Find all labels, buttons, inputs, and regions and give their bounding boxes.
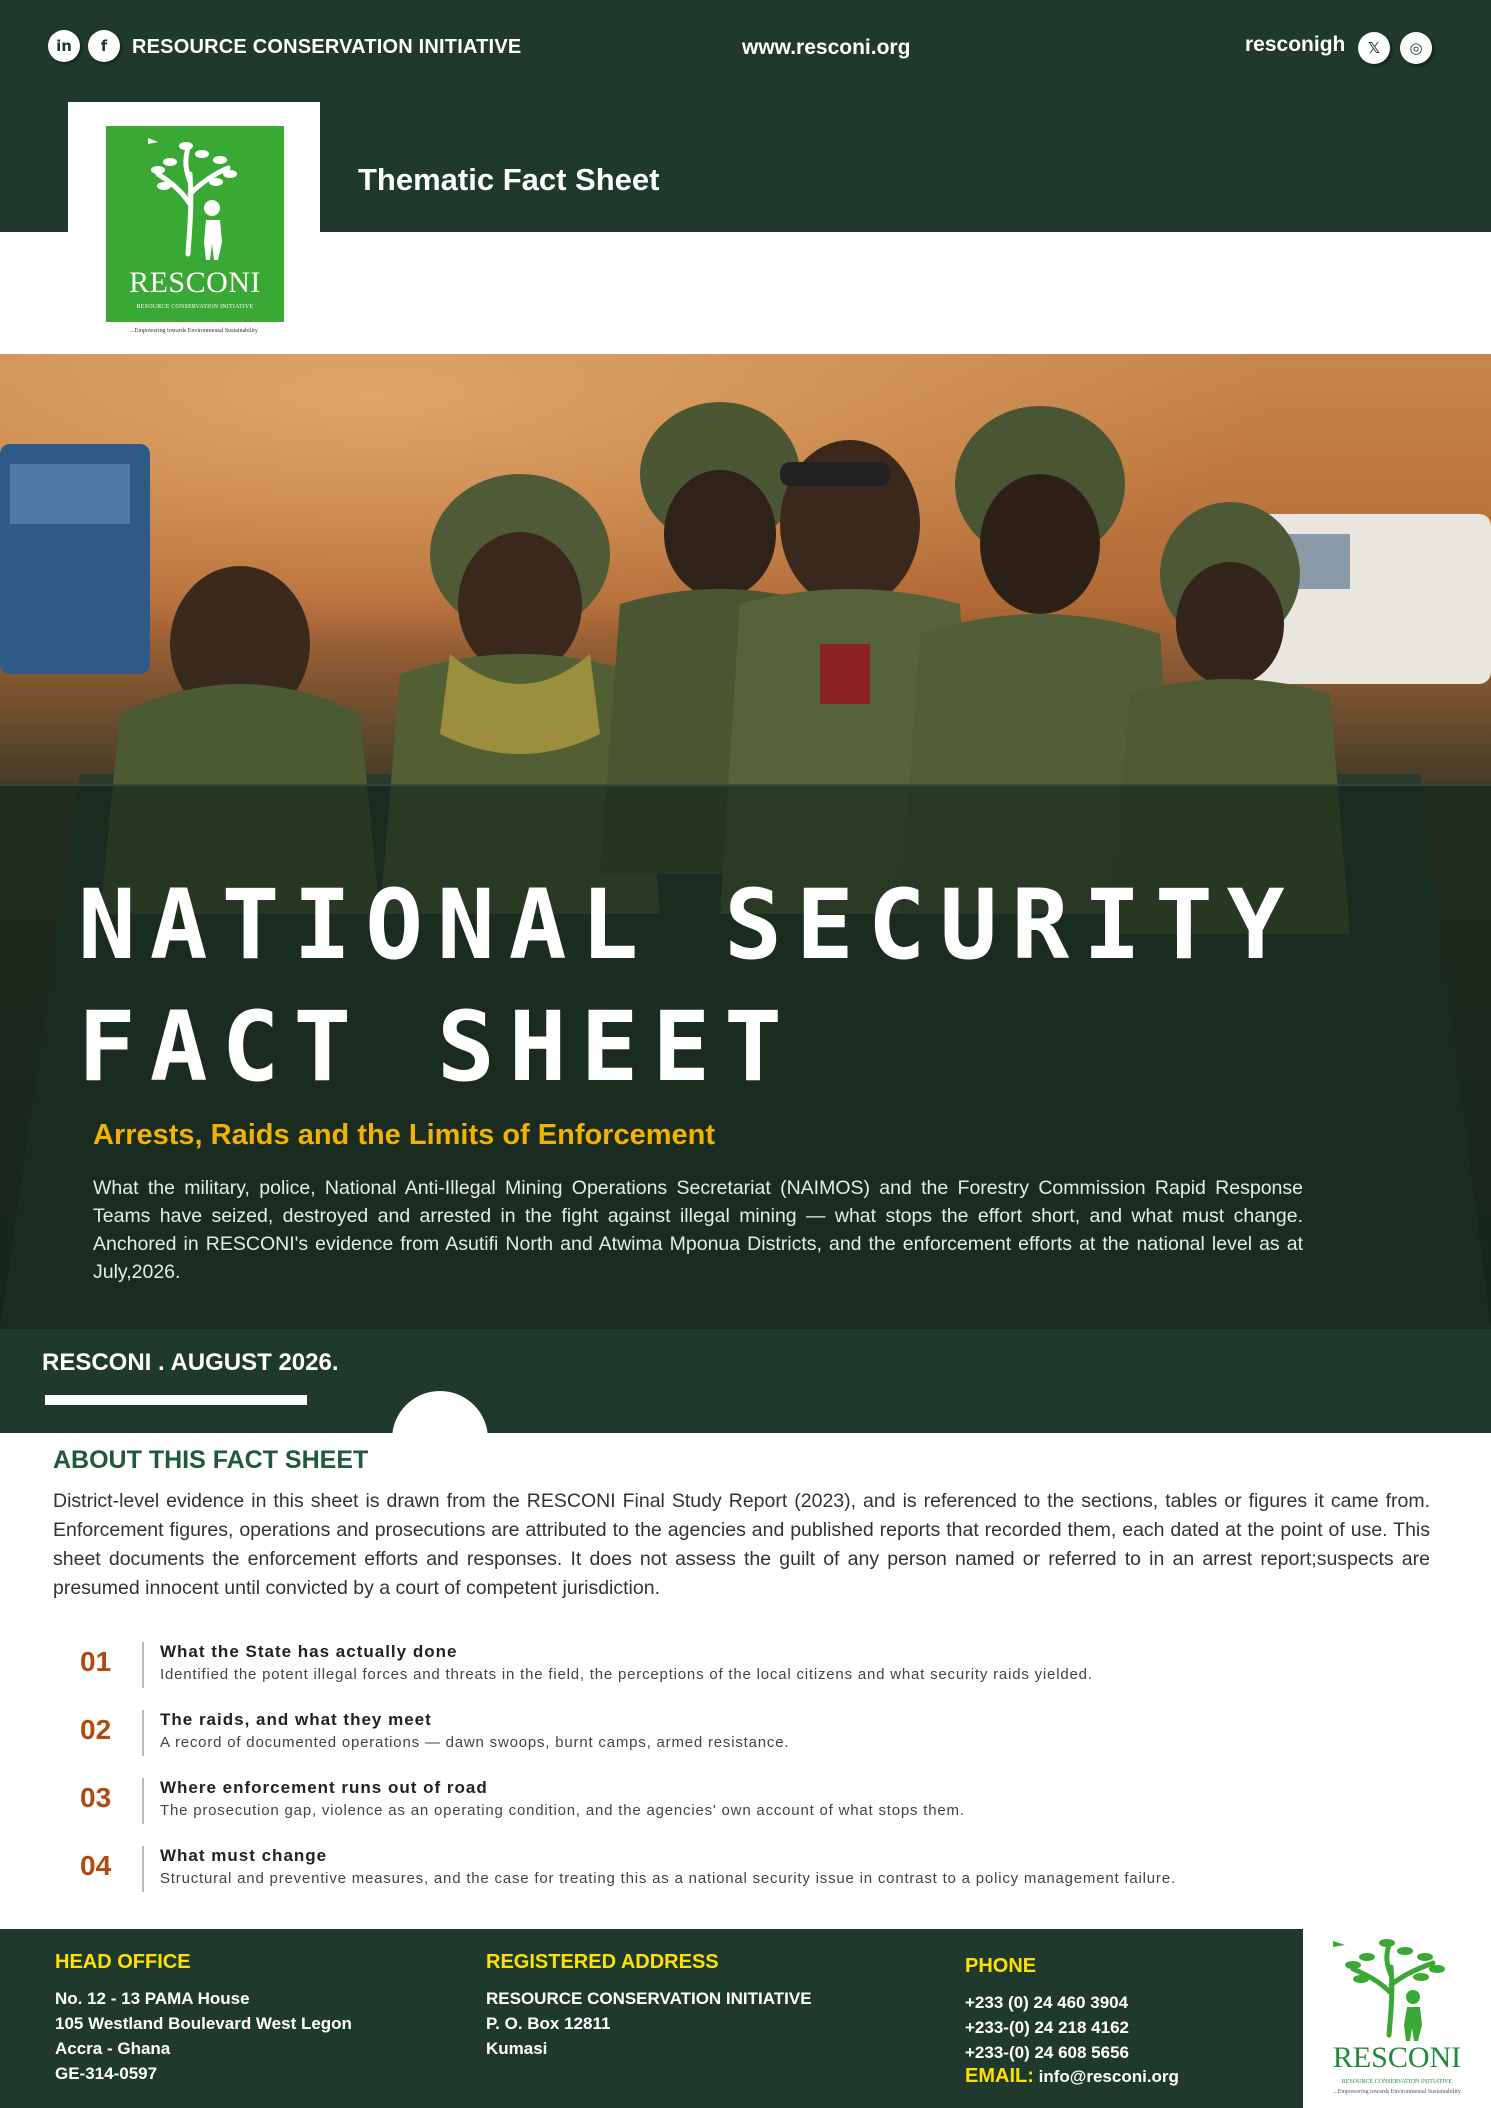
phone-number[interactable]: +233-(0) 24 608 5656 (965, 2043, 1129, 2062)
social-handle: resconigh (1245, 33, 1346, 56)
hero-subtitle: Arrests, Raids and the Limits of Enforcement (93, 1119, 716, 1151)
date-underline (45, 1395, 307, 1405)
head-office-block (55, 1951, 352, 2086)
phone-heading: PHONE (965, 1955, 1037, 1977)
head-office-line: Accra - Ghana (55, 2039, 171, 2058)
section-description: A record of documented operations — dawn swoops, burnt camps, armed resistance. (160, 1734, 790, 1751)
org-name: RESOURCE CONSERVATION INITIATIVE (132, 36, 522, 58)
section-description: Identified the potent illegal forces and threats in the field, the perceptions of the local citizens and what security raids yielded. (160, 1666, 1093, 1683)
social-links-right (1358, 32, 1432, 64)
logo-subtitle: RESOURCE CONSERVATION INITIATIVE (136, 304, 254, 310)
section-title: What the State has actually done (160, 1642, 458, 1661)
email-row (965, 2065, 1179, 2088)
phone-number[interactable]: +233-(0) 24 218 4162 (965, 2018, 1129, 2037)
email-link[interactable]: info@resconi.org (1038, 2067, 1179, 2086)
section-divider (142, 1778, 144, 1824)
footer-logo-wordmark: RESCONI (1332, 2041, 1462, 2074)
hero-section (0, 354, 1491, 1329)
section-number: 03 (80, 1782, 112, 1813)
hero-title (78, 864, 1299, 1108)
section-divider (142, 1710, 144, 1756)
social-links-left (48, 30, 120, 62)
publication-date: RESCONI . AUGUST 2026. (42, 1349, 339, 1376)
about-body: District-level evidence in this sheet is drawn from the RESCONI Final Study Report (2023), and is referenced to the sections, tables or figures it came from. Enforcement figures, operations and prosecutions are attributed to the agencies and published reports that recorded them, each dated at the point of use. This sheet documents the enforcement efforts and responses. It does not assess the guilt of any person named or referred to in an arrest report;suspects are presumed innocent until convicted by a court of competent jurisdiction. (53, 1490, 1430, 1599)
email-label: EMAIL: (965, 2065, 1034, 2087)
decorative-half-circle (392, 1391, 488, 1487)
footer (0, 1929, 1303, 2108)
linkedin-icon[interactable]: in (48, 30, 80, 62)
section-item (80, 1642, 1440, 1692)
website-link[interactable]: www.resconi.org (742, 36, 911, 59)
header-top-row (0, 28, 1491, 68)
section-number: 02 (80, 1714, 112, 1745)
logo-wordmark: RESCONI (129, 266, 261, 299)
section-title: Where enforcement runs out of road (160, 1778, 488, 1797)
section-item (80, 1710, 1440, 1760)
head-office-line: 105 Westland Boulevard West Legon (55, 2014, 352, 2033)
registered-line: RESOURCE CONSERVATION INITIATIVE (486, 1989, 812, 2008)
section-description: The prosecution gap, violence as an operating condition, and the agencies' own account of what stops them. (160, 1802, 965, 1819)
date-band (0, 1329, 1491, 1433)
section-number: 04 (80, 1850, 112, 1881)
instagram-icon[interactable]: ◎ (1400, 32, 1432, 64)
registered-line: Kumasi (486, 2039, 548, 2058)
footer-logo (1303, 1929, 1491, 2108)
section-description: Structural and preventive measures, and the case for treating this as a national security issue in contrast to a policy management failure. (160, 1870, 1176, 1887)
x-icon[interactable]: 𝕏 (1358, 32, 1390, 64)
section-title: The raids, and what they meet (160, 1710, 432, 1729)
resconi-logo (68, 102, 320, 348)
phone-block (965, 1955, 1179, 2088)
section-title: What must change (160, 1846, 328, 1865)
phone-number[interactable]: +233 (0) 24 460 3904 (965, 1993, 1129, 2012)
facebook-icon[interactable]: f (88, 30, 120, 62)
tree-person-icon (140, 134, 250, 264)
logo-green-panel (106, 126, 284, 322)
registered-heading: REGISTERED ADDRESS (486, 1951, 719, 1973)
hero-description: What the military, police, National Anti-Illegal Mining Operations Secretariat (NAIMOS) and the Forestry Commission Rapid Response Teams have seized, destroyed and arrested in the fight against illegal mining — what stops the effort short, and what must change. Anchored in RESCONI's evidence from Asutifi North and Atwima Mponua Districts, and the enforcement efforts at the national level as at July,2026. (93, 1177, 1303, 1283)
section-divider (142, 1642, 144, 1688)
footer-logo-subtitle: RESOURCE CONSERVATION INITIATIVE (1341, 2079, 1453, 2085)
head-office-heading: HEAD OFFICE (55, 1951, 191, 1973)
footer-logo-tagline: ...Empowering towards Environmental Sustainability (1333, 2089, 1461, 2095)
head-office-line: GE-314-0597 (55, 2064, 158, 2083)
logo-tagline: ...Empowering towards Environmental Sustainability (130, 328, 258, 334)
section-number: 01 (80, 1646, 112, 1677)
about-heading: ABOUT THIS FACT SHEET (53, 1446, 369, 1474)
section-item (80, 1778, 1440, 1828)
hero-title-line1: NATIONAL SECURITY (78, 869, 1299, 981)
section-item (80, 1846, 1440, 1896)
head-office-line: No. 12 - 13 PAMA House (55, 1989, 250, 2008)
section-divider (142, 1846, 144, 1892)
tree-person-icon (1331, 1935, 1461, 2045)
hero-title-line2: FACT SHEET (78, 991, 796, 1103)
registered-line: P. O. Box 12811 (486, 2014, 611, 2033)
sheet-type-title: Thematic Fact Sheet (358, 162, 660, 197)
registered-address-block (486, 1951, 812, 2061)
